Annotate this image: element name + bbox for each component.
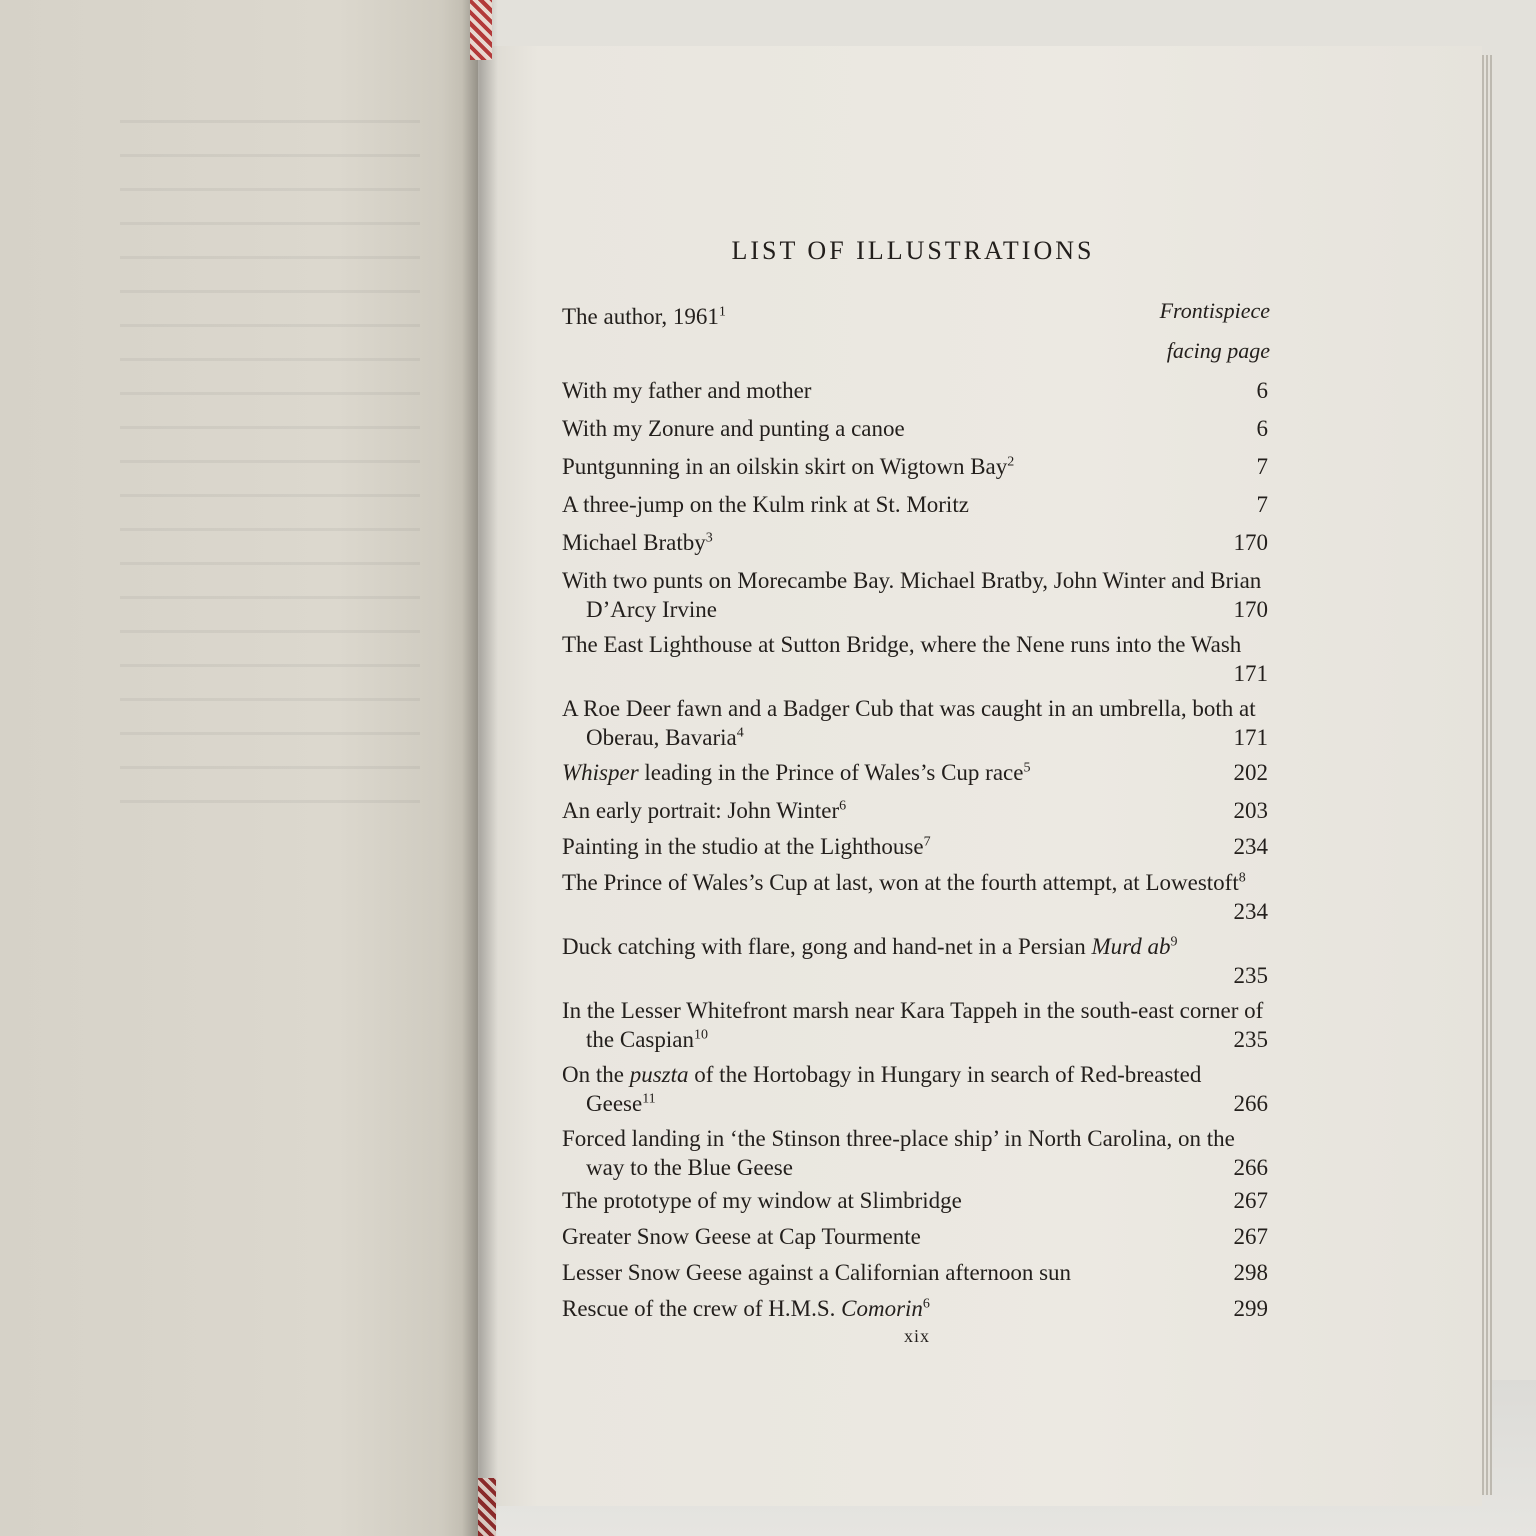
entry-caption: Duck catching with flare, gong and hand-net in a Persian — [562, 934, 1092, 959]
entry-caption: Michael Bratby — [562, 530, 706, 555]
entry-caption-italic: puszta — [629, 1062, 689, 1087]
footnote-mark: 2 — [1007, 454, 1015, 470]
headband — [470, 0, 492, 60]
footnote-mark: 6 — [922, 1296, 930, 1312]
facing-page-label: facing page — [1166, 338, 1270, 363]
page-number: 171 — [1233, 725, 1268, 750]
entry-caption: The prototype of my window at Slimbridge — [562, 1188, 962, 1213]
page-number: 299 — [1233, 1296, 1268, 1321]
page-number: 267 — [1233, 1224, 1268, 1249]
page-title: LIST OF ILLUSTRATIONS — [731, 236, 1095, 265]
entry-caption-italic: Comorin — [841, 1296, 923, 1321]
page-number: 170 — [1233, 530, 1268, 555]
entry-caption: Painting in the studio at the Lighthouse — [562, 834, 924, 859]
list-item — [562, 932, 1268, 961]
entry-caption: With two punts on Morecambe Bay. Michael Bratby, John Winter and Brian D’Arcy Irvine — [562, 568, 1262, 622]
book-gutter — [462, 0, 498, 1536]
entry-caption: The author, 1961 — [562, 304, 719, 329]
page-number: 266 — [1233, 1091, 1268, 1116]
footnote-mark: 11 — [642, 1091, 656, 1107]
left-page — [0, 0, 480, 1536]
footnote-mark: 6 — [839, 798, 847, 814]
page-number: 234 — [1233, 899, 1268, 924]
footnote-mark: 7 — [923, 834, 931, 850]
entry-caption-italic: Murd ab — [1091, 934, 1171, 959]
entry-caption: An early portrait: John Winter — [562, 798, 840, 823]
entry-caption-rest: of the Hortobagy in Hungary in search of Red-breasted Geese — [586, 1062, 1202, 1116]
page-number: 203 — [1233, 798, 1268, 823]
right-page — [478, 46, 1482, 1506]
page-number: 6 — [1256, 378, 1268, 403]
entry-caption: Lesser Snow Geese against a Californian afternoon sun — [562, 1260, 1072, 1285]
entry-caption: On the — [562, 1062, 630, 1087]
bleed-through-text — [120, 120, 420, 820]
footnote-mark: 9 — [1170, 934, 1178, 950]
entry-caption: Forced landing in ‘the Stinson three-place ship’ in North Carolina, on the way to the Blue Geese — [562, 1126, 1235, 1180]
page-number: 171 — [1233, 661, 1268, 686]
page-number: 7 — [1256, 454, 1268, 479]
list-item — [562, 630, 1268, 659]
frontispiece-label: Frontispiece — [1159, 298, 1270, 323]
footnote-mark: 4 — [736, 725, 744, 741]
footnote-mark: 10 — [693, 1027, 708, 1043]
entry-caption: In the Lesser Whitefront marsh near Kara Tappeh in the south-east corner of the Caspian — [562, 998, 1264, 1052]
footnote-mark: 3 — [705, 530, 713, 546]
page-folio: xix — [904, 1326, 931, 1346]
entry-caption: Rescue of the crew of H.M.S. — [562, 1296, 842, 1321]
page-number: 298 — [1233, 1260, 1268, 1285]
page-number: 6 — [1256, 416, 1268, 441]
footnote-mark: 1 — [718, 304, 726, 320]
entry-caption: The East Lighthouse at Sutton Bridge, where the Nene runs into the Wash — [562, 632, 1242, 657]
page-number: 235 — [1233, 1027, 1268, 1052]
list-item — [562, 868, 1268, 897]
entry-caption: With my Zonure and punting a canoe — [562, 416, 905, 441]
page-number: 234 — [1233, 834, 1268, 859]
tailband — [478, 1478, 496, 1536]
entry-caption: A three-jump on the Kulm rink at St. Moritz — [562, 492, 969, 517]
entry-caption-italic: Whisper — [562, 760, 639, 785]
footnote-mark: 5 — [1023, 760, 1031, 776]
page-number: 267 — [1233, 1188, 1268, 1213]
footnote-mark: 8 — [1238, 870, 1246, 886]
page-number: 266 — [1233, 1155, 1268, 1180]
entry-caption: A Roe Deer fawn and a Badger Cub that was caught in an umbrella, both at Oberau, Bavaria — [562, 696, 1256, 750]
entry-caption-rest: leading in the Prince of Wales’s Cup race — [638, 760, 1024, 785]
page-number: 235 — [1233, 963, 1268, 988]
page-number: 202 — [1233, 760, 1268, 785]
entry-caption: The Prince of Wales’s Cup at last, won at the fourth attempt, at Lowestoft — [562, 870, 1239, 895]
page-number: 7 — [1256, 492, 1268, 517]
entry-caption: With my father and mother — [562, 378, 812, 403]
entry-caption: Puntgunning in an oilskin skirt on Wigtown Bay — [562, 454, 1008, 479]
entry-caption: Greater Snow Geese at Cap Tourmente — [562, 1224, 921, 1249]
page-number: 170 — [1233, 597, 1268, 622]
